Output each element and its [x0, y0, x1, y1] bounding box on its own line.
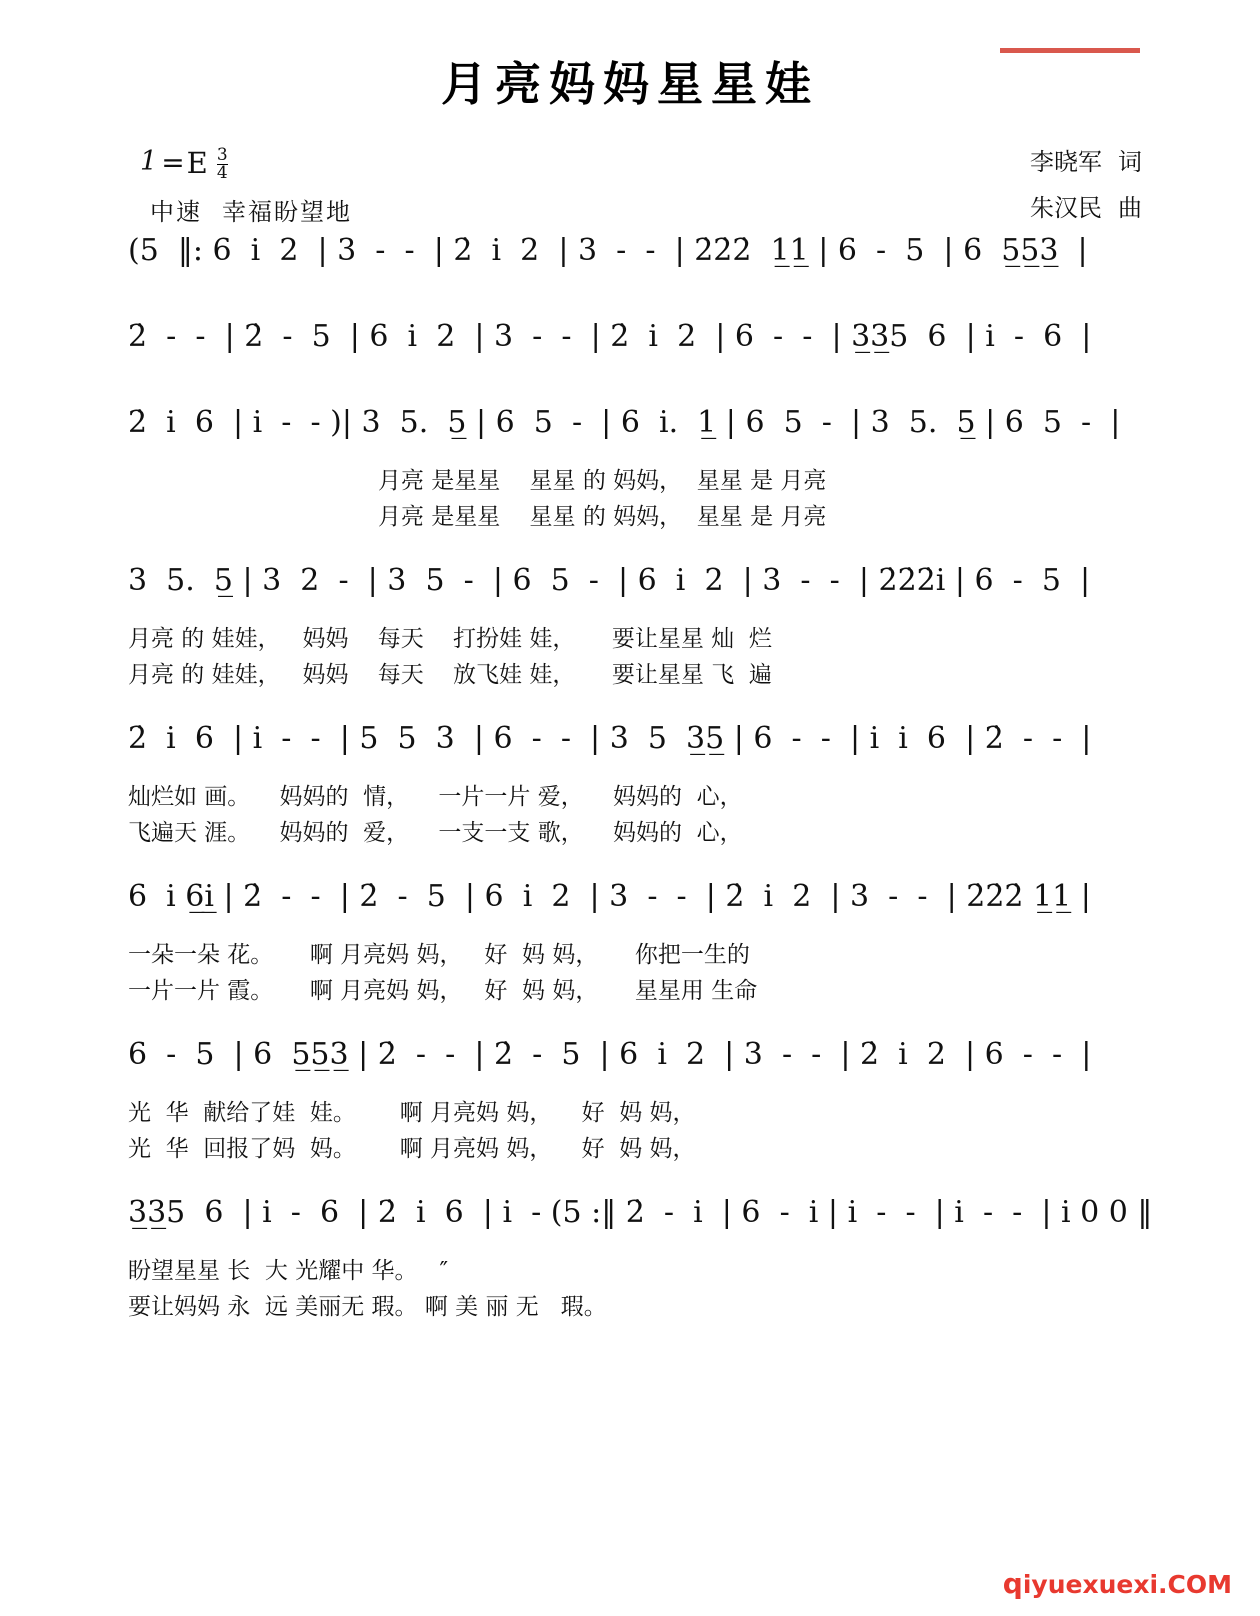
lyric-line-verse2: 月亮 是星星 星星 的 妈妈， 星星 是 月亮	[378, 504, 827, 530]
lyricist-name: 李晓军	[1030, 148, 1102, 176]
music-system-1	[0, 233, 1260, 292]
music-system-2	[0, 319, 1260, 378]
key-signature	[140, 146, 228, 183]
tempo-marking	[150, 192, 352, 227]
music-system-8	[0, 1195, 1260, 1326]
lyric-line-verse2: 飞遍天 涯。 妈妈的 爱， 一支一支 歌， 妈妈的 心，	[128, 820, 743, 846]
lyric-line-verse1: 月亮 是星星 星星 的 妈妈， 星星 是 月亮	[378, 468, 827, 494]
system-gap	[0, 1010, 1260, 1040]
lyric-line-verse1: 光 华 献给了娃 娃。 啊 月亮妈 妈， 好 妈 妈，	[128, 1100, 696, 1126]
sheet-music-page	[0, 48, 1260, 1616]
music-system-4	[0, 563, 1260, 694]
score-header	[0, 140, 1260, 236]
music-system-7	[0, 1037, 1260, 1168]
lyric-line-verse1: 盼望星星 长 大 光耀中 华。 ″	[128, 1258, 449, 1284]
lyricist-line	[1030, 140, 1142, 186]
site-watermark	[1003, 1567, 1232, 1600]
notation-line: 6 i 6̲i̲ | 2̇ - - | 2̇ - 5 | 6 i 2 | 3 - - | 2̇ i 2 | 3 - - | 2̇2̇2̇ 1̲1̲ |	[128, 879, 1091, 914]
mood-text: 幸福盼望地	[222, 198, 352, 226]
notation-line: 2̇ i 6 | i - - | 5 5 3 | 6 - - | 3 5 3̲5̲ | 6 - - | i i 6 | 2̇ - - |	[128, 721, 1092, 756]
key-equals: =	[161, 146, 185, 179]
music-system-6	[0, 879, 1260, 1010]
time-numerator: 3	[216, 145, 228, 165]
system-gap	[0, 536, 1260, 566]
lyric-line-verse1: 月亮 的 娃娃， 妈妈 每天 打扮娃 娃， 要让星星 灿 烂	[128, 626, 772, 652]
lyric-line-verse2: 光 华 回报了妈 妈。 啊 月亮妈 妈， 好 妈 妈，	[128, 1136, 696, 1162]
system-gap	[0, 292, 1260, 322]
notation-line: 2̇ i 6 | i - - )| 3 5. 5̲ | 6 5 - | 6 i. 1̲ | 6 5 - | 3 5. 5̲ | 6 5 - |	[128, 405, 1121, 440]
lyric-line-verse2: 要让妈妈 永 远 美丽无 瑕。 啊 美 丽 无 瑕。	[128, 1294, 607, 1320]
page-title: 月亮妈妈星星娃	[441, 57, 819, 111]
music-system-3	[0, 405, 1260, 536]
system-gap	[0, 852, 1260, 882]
notation-line: 6 - 5 | 6 5̲5̲3̲ | 2̇ - - | 2̇ - 5 | 6 i 2 | 3 - - | 2̇ i 2 | 6 - - |	[128, 1037, 1092, 1072]
watermark-text: iyuexuexi.COM	[1022, 1570, 1232, 1599]
notation-line: 2̇ - - | 2̇ - 5 | 6 i 2 | 3 - - | 2̇ i 2 | 6 - - | 3̲3̲5 6 | i - 6 |	[128, 319, 1092, 354]
watermark-q: q	[1002, 1567, 1023, 1600]
lyric-line-verse1: 灿烂如 画。 妈妈的 情， 一片一片 爱， 妈妈的 心，	[128, 784, 743, 810]
composer-line	[1030, 186, 1142, 232]
time-denominator: 4	[216, 163, 228, 184]
notation-line: 3̲3̲5 6 | i - 6 | 2̇ i 6 | i - (5 :‖ 2̇ - i | 6 - i | i - - | i - - | i 0 0 ‖	[128, 1195, 1153, 1230]
key-number: 1	[140, 146, 158, 177]
lyric-line-verse1: 一朵一朵 花。 啊 月亮妈 妈， 好 妈 妈， 你把一生的	[128, 942, 750, 968]
lyricist-role: 词	[1118, 148, 1142, 176]
system-gap	[0, 1168, 1260, 1198]
time-signature	[217, 147, 228, 183]
system-gap	[0, 694, 1260, 724]
key-letter: E	[186, 146, 208, 180]
system-gap	[0, 378, 1260, 408]
music-system-5	[0, 721, 1260, 852]
composer-role: 曲	[1118, 193, 1142, 222]
lyric-line-verse2: 一片一片 霞。 啊 月亮妈 妈， 好 妈 妈， 星星用 生命	[128, 978, 758, 1004]
notation-line: 3 5. 5̲ | 3 2 - | 3 5 - | 6 5 - | 6 i 2 | 3 - - | 2̇2̇2̇i | 6 - 5 |	[128, 563, 1091, 598]
lyric-line-verse2: 月亮 的 娃娃， 妈妈 每天 放飞娃 娃， 要让星星 飞 遍	[128, 662, 772, 688]
tempo-text: 中速	[150, 198, 202, 226]
composer-name: 朱汉民	[1030, 193, 1102, 222]
top-red-bar	[1000, 48, 1140, 53]
notation-line: (5 ‖: 6 i 2 | 3 - - | 2̇ i 2 | 3 - - | 2̇2̇2̇ 1̲1̲ | 6 - 5 | 6 5̲5̲3̲ |	[128, 233, 1088, 268]
credits-block	[1030, 140, 1142, 231]
